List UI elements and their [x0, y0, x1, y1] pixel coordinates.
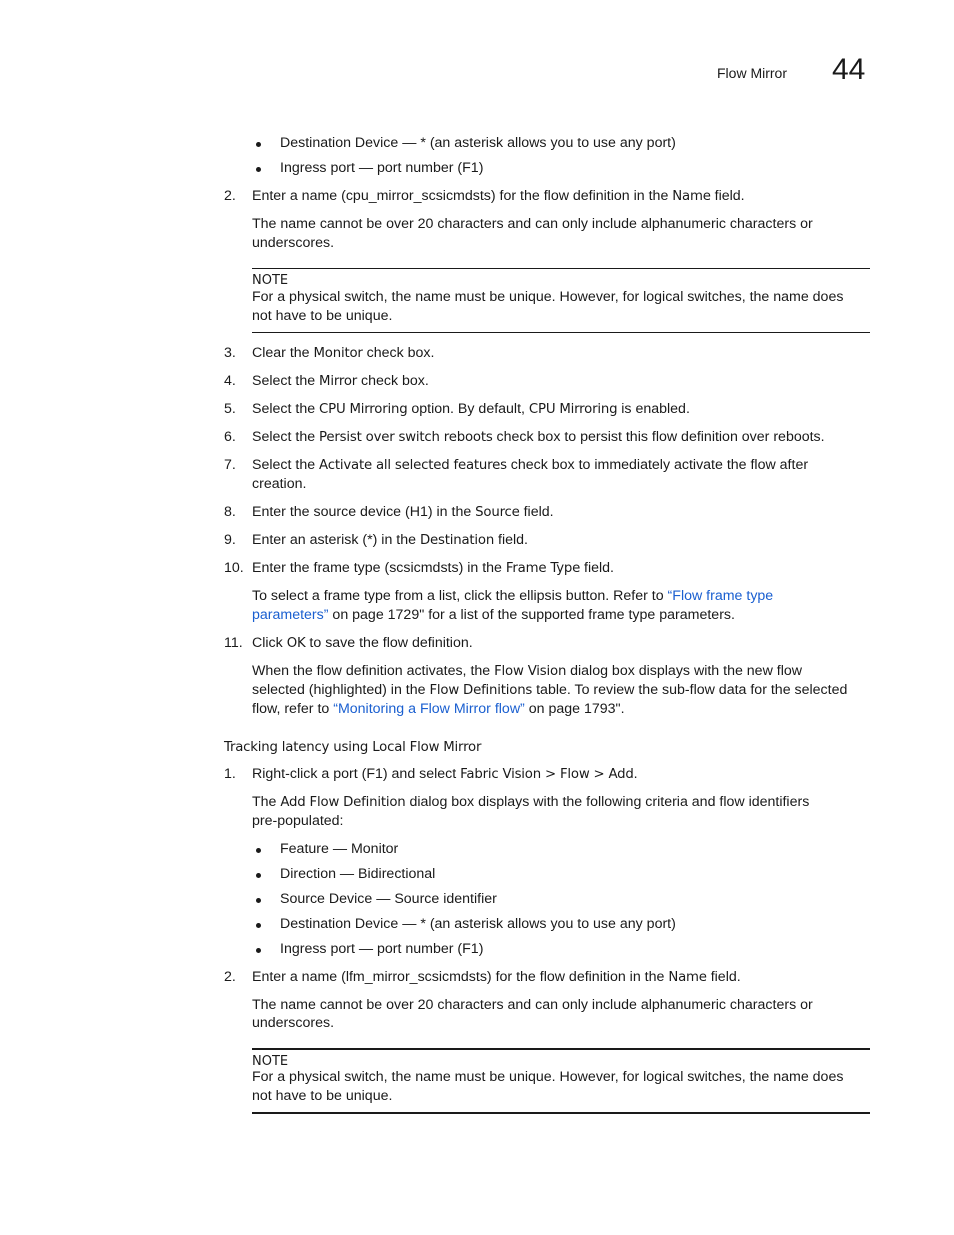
step-paragraph: To select a frame type from a list, click the ellipsis button. Refer to “Flow frame type — [252, 588, 774, 604]
step-text: Enter a name (cpu_mirror_scsicmdsts) for the flow definition in the Name field. — [252, 188, 745, 204]
ui-term: Monitor — [313, 346, 363, 361]
step-number: 5. — [224, 401, 236, 417]
bullet-icon — [256, 898, 261, 903]
cross-reference-link[interactable]: parameters” — [252, 607, 329, 623]
step-number: 2. — [224, 188, 236, 204]
step-number: 7. — [224, 457, 236, 473]
step-number: 1. — [224, 766, 236, 782]
bullet-icon — [256, 873, 261, 878]
note-label: NOTE — [252, 273, 289, 288]
step-text: Clear the Monitor check box. — [252, 345, 435, 361]
bullet-icon — [256, 142, 261, 147]
step-paragraph: The name cannot be over 20 characters and can only include alphanumeric characters or — [252, 997, 813, 1013]
bullet-item: Destination Device — * (an asterisk allows you to use any port) — [280, 916, 676, 932]
step-paragraph: flow, refer to “Monitoring a Flow Mirror flow” on page 1793". — [252, 701, 625, 717]
step-number: 8. — [224, 504, 236, 520]
bullet-item: Source Device — Source identifier — [280, 891, 497, 907]
running-header-section: Flow Mirror — [717, 65, 787, 81]
ui-term: Flow Definitions — [429, 683, 533, 698]
step-text: Enter the frame type (scsicmdsts) in the Frame Type field. — [252, 560, 615, 576]
step-text: Enter a name (lfm_mirror_scsicmdsts) for the flow definition in the Name field. — [252, 969, 741, 985]
bullet-item: Feature — Monitor — [280, 841, 399, 857]
ui-term: Persist over switch reboots — [319, 430, 493, 445]
step-text: Right-click a port (F1) and select Fabric Vision > Flow > Add. — [252, 766, 638, 782]
ui-term: Activate all selected features — [319, 458, 507, 473]
step-number: 6. — [224, 429, 236, 445]
step-text: Select the Activate all selected features check box to immediately activate the flow after — [252, 457, 809, 473]
ui-term: Destination — [419, 533, 495, 548]
step-paragraph: underscores. — [252, 235, 335, 251]
step-number: 11. — [224, 635, 243, 651]
ui-term: Source — [475, 505, 520, 520]
bullet-item: Ingress port — port number (F1) — [280, 941, 484, 957]
step-number: 9. — [224, 532, 236, 548]
ui-term: Frame Type — [505, 561, 581, 576]
step-paragraph: pre-populated: — [252, 813, 344, 829]
step-text: Click OK to save the flow definition. — [252, 635, 473, 651]
note-top-rule — [252, 268, 870, 269]
note-label: NOTE — [252, 1054, 289, 1069]
step-number: 3. — [224, 345, 236, 361]
ui-term: Name — [672, 189, 711, 204]
note-text: not have to be unique. — [252, 1088, 393, 1104]
step-number: 10. — [224, 560, 244, 576]
note-top-rule — [252, 1048, 870, 1050]
chapter-number: 44 — [832, 53, 866, 86]
step-text: Enter the source device (H1) in the Source field. — [252, 504, 554, 520]
ui-term: CPU Mirroring — [319, 402, 408, 417]
note-bottom-rule — [252, 1112, 870, 1114]
step-paragraph: When the flow definition activates, the Flow Vision dialog box displays with the new flow — [252, 663, 802, 679]
note-text: For a physical switch, the name must be unique. However, for logical switches, the name does — [252, 289, 844, 305]
step-paragraph: The Add Flow Definition dialog box displays with the following criteria and flow identifiers — [252, 794, 810, 810]
step-text: Enter an asterisk (*) in the Destination field. — [252, 532, 528, 548]
step-text: Select the Persist over switch reboots check box to persist this flow definition over reboots. — [252, 429, 825, 445]
bullet-icon — [256, 167, 261, 172]
step-paragraph: selected (highlighted) in the Flow Definitions table. To review the sub-flow data for the selected — [252, 682, 848, 698]
bullet-icon — [256, 948, 261, 953]
ui-term: Name — [668, 970, 707, 985]
step-text: Select the CPU Mirroring option. By default, CPU Mirroring is enabled. — [252, 401, 690, 417]
step-text: Select the Mirror check box. — [252, 373, 429, 389]
ui-term: Add Flow Definition — [280, 795, 406, 810]
step-paragraph: underscores. — [252, 1015, 335, 1031]
bullet-item: Destination Device — * (an asterisk allows you to use any port) — [280, 135, 676, 151]
step-text: creation. — [252, 476, 307, 492]
step-paragraph: The name cannot be over 20 characters and can only include alphanumeric characters or — [252, 216, 813, 232]
ui-term: Flow Vision — [494, 664, 567, 679]
step-number: 2. — [224, 969, 236, 985]
bullet-item: Direction — Bidirectional — [280, 866, 436, 882]
section-heading: Tracking latency using Local Flow Mirror — [224, 740, 482, 755]
cross-reference-link[interactable]: “Monitoring a Flow Mirror flow” — [333, 701, 525, 717]
ui-term: Mirror — [319, 374, 358, 389]
cross-reference-link[interactable]: “Flow frame type — [667, 588, 774, 604]
note-text: For a physical switch, the name must be unique. However, for logical switches, the name does — [252, 1069, 844, 1085]
bullet-icon — [256, 848, 261, 853]
ui-term: Fabric Vision > Flow > Add — [460, 767, 634, 782]
step-number: 4. — [224, 373, 236, 389]
bullet-item: Ingress port — port number (F1) — [280, 160, 484, 176]
ui-term: OK — [286, 636, 306, 651]
note-bottom-rule — [252, 332, 870, 333]
step-paragraph: parameters” on page 1729" for a list of the supported frame type parameters. — [252, 607, 735, 623]
note-text: not have to be unique. — [252, 308, 393, 324]
bullet-icon — [256, 923, 261, 928]
ui-term: CPU Mirroring — [528, 402, 618, 417]
